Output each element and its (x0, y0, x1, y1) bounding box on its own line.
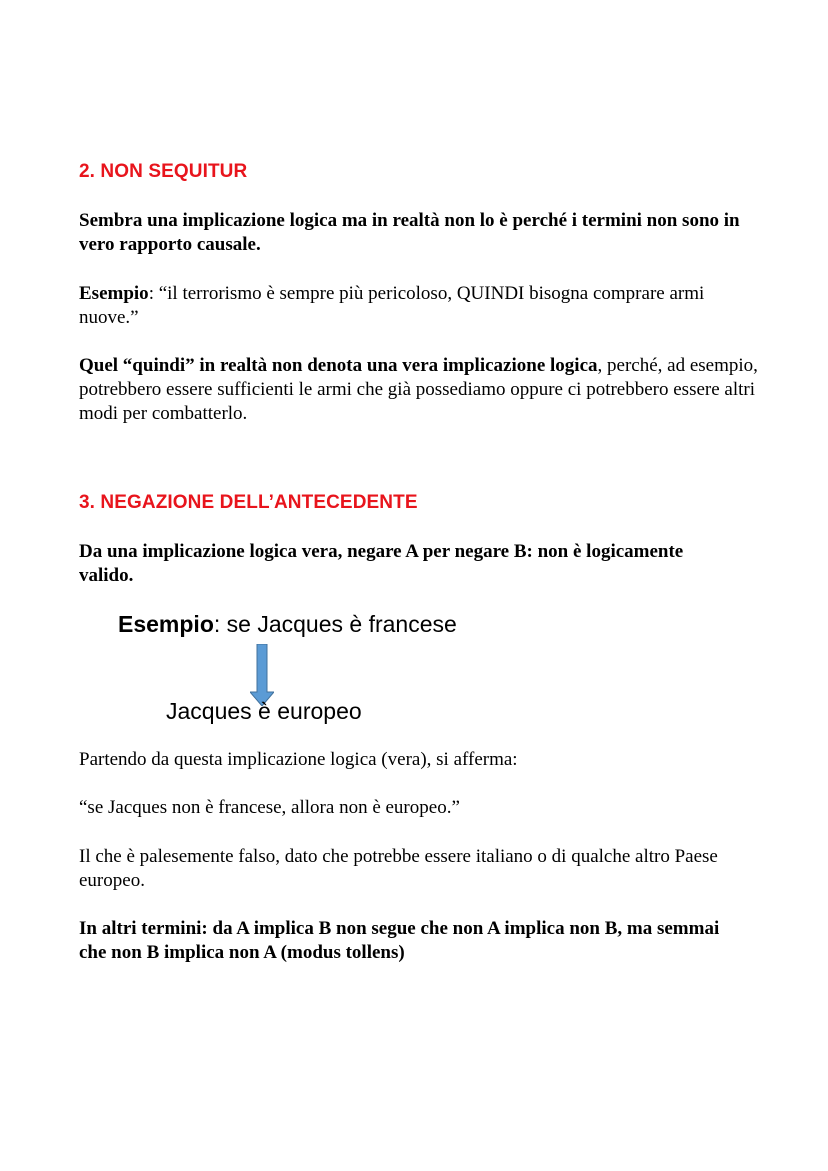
example-label: Esempio (79, 283, 149, 304)
diagram-label: Esempio (118, 611, 214, 637)
section-3-p3: Il che è palesemente falso, dato che potrebbe essere italiano o di qualche altro Paese europeo. (79, 846, 718, 891)
section-2-heading: 2. NON SEQUITUR (79, 161, 248, 182)
section-2-definition: Sembra una implicazione logica ma in realtà non lo è perché i termini non sono in vero rapporto causale. (79, 210, 740, 255)
diagram-conclusion: Jacques è europeo (166, 698, 362, 724)
explanation-bold: Quel “quindi” in realtà non denota una vera implicazione logica (79, 355, 598, 376)
diagram-premise (118, 610, 457, 638)
section-3-p1: Partendo da questa implicazione logica (vera), si afferma: (79, 749, 518, 770)
section-2-example (79, 282, 759, 330)
explanation-rest: , perché, ad esempio, potrebbero essere sufficienti le armi che già possediamo oppure ci potrebbero essere altri modi per combatterlo. (79, 355, 758, 424)
section-3-p2: “se Jacques non è francese, allora non è europeo.” (79, 797, 460, 818)
section-3-definition: Da una implicazione logica vera, negare A per negare B: non è logicamente valido. (79, 541, 684, 586)
example-separator: : (148, 283, 159, 304)
section-3-conclusion: In altri termini: da A implica B non segue che non A implica non B, ma semmai che non B implica non A (modus tollens) (79, 918, 720, 963)
diagram-premise-text: : se Jacques è francese (213, 611, 457, 637)
example-text: “il terrorismo è sempre più pericoloso, QUINDI bisogna comprare armi nuove.” (79, 283, 705, 328)
section-3-heading: 3. NEGAZIONE DELL’ANTECEDENTE (79, 492, 418, 513)
section-2-explanation (79, 354, 759, 426)
